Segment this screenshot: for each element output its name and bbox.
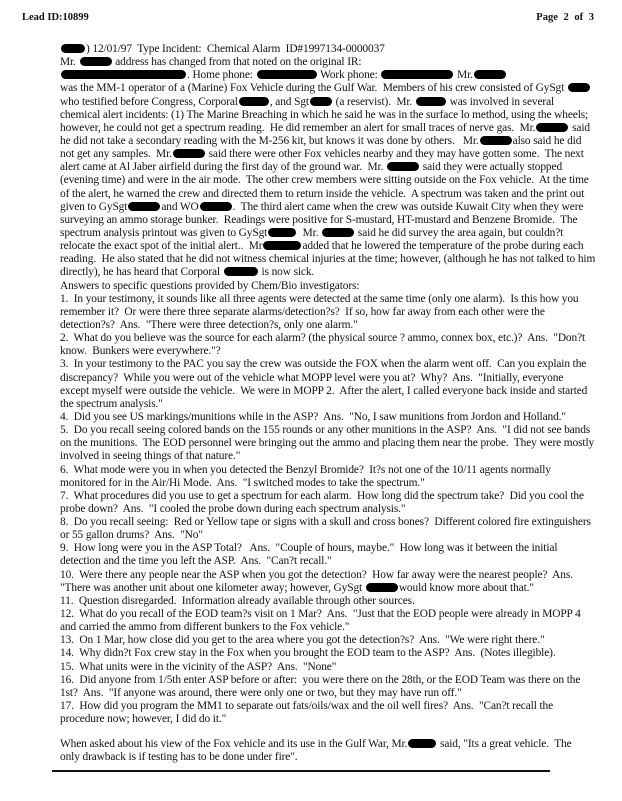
text-line (60, 634, 560, 647)
page-number: Page 2 of 3 (536, 12, 594, 23)
text-line (60, 477, 560, 490)
redaction-mark (200, 202, 232, 211)
redaction-mark (239, 97, 269, 106)
text-segment: and WO (161, 200, 199, 213)
text-segment: 15. What units were in the vicinity of the ASP? Ans. "None" (60, 660, 337, 673)
text-line (60, 213, 578, 227)
text-segment: 9. How long were you in the ASP Total? Ans. "Couple of hours, maybe." How long was it between the initial (60, 542, 558, 555)
redaction-mark (257, 70, 317, 79)
redaction-mark (310, 97, 332, 106)
text-segment: 12. What do you recall of the EOD team?s visit on 1 Mar? Ans. "Just that the EOD people were already in MOPP 4 (60, 608, 581, 621)
redaction-mark (80, 57, 112, 66)
text-segment: only drawback is if testing has to be done under fire". (60, 751, 298, 764)
text-segment: given to GySgt (60, 200, 128, 213)
text-line (60, 464, 560, 477)
redaction-mark (408, 739, 436, 748)
text-line (60, 437, 595, 450)
text-segment: 4. Did you see US markings/munitions while in the ASP? Ans. "No, I saw munitions from Jordon and Holland." (60, 410, 566, 423)
text-line (60, 529, 560, 542)
text-line (60, 82, 567, 95)
text-line (60, 174, 589, 187)
text-line (60, 751, 560, 764)
redaction-mark (536, 123, 568, 132)
text-line (60, 69, 560, 82)
redaction-mark (322, 228, 354, 237)
text-segment: Answers to specific questions provided by Chem/Bio investigators: (60, 279, 360, 292)
text-line (60, 43, 560, 56)
text-segment: probe down? Ans. "I cooled the probe down during each spectrum analysis." (60, 502, 406, 515)
text-line (60, 647, 560, 660)
text-segment: remember it? Or were there three separate alarms/detection?s? If so, how far away from each other were the (60, 305, 545, 318)
lead-id: Lead ID:10899 (22, 12, 89, 23)
text-segment: also said he did (512, 134, 582, 147)
text-segment: monitored for in the Air/Hi Mode. Ans. "I switched modes to take the spectrum." (60, 476, 425, 489)
redaction-mark (173, 149, 205, 158)
text-segment: When asked about his view of the Fox vehicle and its use in the Gulf War, Mr. (60, 738, 408, 750)
text-segment: of the alert, he warned the crew and directed them to return inside the vehicle. A spectrum was taken and the print out (60, 187, 585, 200)
text-line (60, 489, 584, 503)
text-line (60, 582, 560, 595)
text-segment: (evening time) and were in the air mode. The other crew members were sitting outside on the Fox vehicle. At the time (60, 174, 589, 187)
text-segment: directly), he has heard that Corporal (60, 266, 223, 279)
text-line (60, 568, 573, 582)
redaction-mark (381, 70, 453, 79)
text-line (60, 687, 560, 700)
text-line (60, 226, 564, 240)
text-segment: who testified before Congress, Corporal (60, 95, 238, 108)
text-line (60, 56, 560, 69)
text-line (60, 595, 560, 608)
text-segment: 3. In your testimony to the PAC you say the crew was outside the FOX when the alarm went off. Can you explain the (60, 358, 587, 371)
text-line (60, 345, 560, 358)
redaction-mark (224, 267, 258, 276)
text-line (60, 555, 560, 568)
text-segment: he did not take a secondary reading with the M-256 kit, but knows it was done by others. Mr. (60, 134, 479, 147)
text-segment: 16. Did anyone from 1/5th enter ASP before or after: you were there on the 28th, or the EOD Team was there on the (60, 673, 581, 686)
text-line (60, 253, 596, 266)
text-segment: address has changed from that noted on the original IR: (112, 56, 362, 69)
text-line (60, 358, 587, 371)
text-line (60, 306, 560, 319)
text-segment: 17. How did you program the MM1 to separate out fats/oils/wax and the oil well fires? Ans. "Can?t recall the (60, 700, 554, 713)
text-segment: or 55 gallon drums? Ans. "No" (60, 529, 203, 542)
text-segment: said he did survey the area again, but couldn?t (355, 226, 564, 239)
redaction-mark (568, 83, 590, 92)
text-segment: was the MM-1 operator of a (Marine) Fox Vehicle during the Gulf War. Members of his crew consisted of GySgt (60, 82, 567, 95)
text-segment: not get any samples. Mr. (60, 148, 172, 161)
text-line (60, 121, 590, 135)
text-segment: 11. Question disregarded. Information already available through other sources. (60, 594, 415, 607)
text-segment: detection and the time you left the ASP. Ans. "Can?t recall." (60, 555, 332, 568)
redaction-mark (474, 70, 506, 79)
text-segment: involved in seeing things of that nature." (60, 450, 241, 463)
text-segment: . Home phone: (187, 69, 256, 82)
text-segment: discrepancy? While you were out of the vehicle what MOPP level were you at? Why? Ans. "Initially, everyone (60, 371, 564, 384)
text-segment: 2. What do you believe was the source for each alarm? (the physical source ? ammo, connex box, etc.)? Ans. "Don?t (60, 332, 586, 345)
text-segment: would know more about that." (398, 581, 534, 594)
text-segment: and carried the ammo from different bunkers to the Fox vehicle." (60, 621, 350, 634)
text-segment: the spectrum analysis." (60, 397, 163, 410)
interview-body (60, 43, 596, 726)
redaction-mark (61, 44, 85, 53)
text-segment: Mr. (454, 69, 473, 82)
text-segment: Work phone: (317, 69, 381, 82)
redaction-mark (416, 97, 446, 106)
redaction-mark (263, 241, 301, 250)
text-segment: said they were actually stopped (420, 161, 563, 174)
text-segment: reading. He also stated that he did not witness chemical injuries at the time; however, (although he has not talked to him (60, 253, 596, 266)
text-line (60, 503, 560, 516)
text-line (60, 424, 591, 437)
redaction-mark (128, 202, 160, 211)
text-segment: said, "Its a great vehicle. The (437, 738, 572, 750)
bottom-rule (52, 770, 550, 772)
closing-paragraph (60, 738, 572, 764)
text-segment: was involved in several (446, 95, 555, 108)
text-line (60, 621, 560, 634)
text-segment: Mr. (297, 226, 322, 239)
text-segment: ) 12/01/97 Type Incident: Chemical Alarm ID#1997134-0000037 (86, 43, 385, 55)
text-segment: added that he lowered the temperature of the probe during each (302, 240, 584, 253)
text-line (60, 713, 560, 726)
text-line (60, 292, 579, 306)
text-line (60, 673, 581, 687)
text-line (60, 332, 586, 345)
text-segment: alert came at Al Jaber airfield during the first day of the ground war. Mr. (60, 161, 387, 174)
text-line (60, 371, 564, 385)
text-line (60, 187, 585, 201)
text-line (60, 738, 572, 751)
redaction-mark (61, 70, 186, 79)
text-line (60, 266, 560, 279)
text-segment: 14. Why didn?t Fox crew stay in the Fox when you brought the EOD team to the ASP? Ans. (Notes illegible). (60, 647, 556, 660)
text-segment: spectrum analysis printout was given to GySgt (60, 226, 268, 239)
text-line (60, 280, 560, 293)
text-line (60, 384, 588, 398)
text-line (60, 200, 584, 214)
text-line (60, 148, 584, 161)
text-line (60, 608, 581, 621)
text-line (60, 661, 560, 674)
text-line (60, 134, 582, 148)
text-segment: 1st? Ans. "If anyone was around, there were only one or two, but they may have run off." (60, 686, 462, 699)
text-segment: except myself were outside the vehicle. We were in MOPP 2. After the alert, I called everyone back inside and started (60, 384, 588, 397)
text-segment: procedure now; however, I did do it." (60, 713, 227, 726)
text-segment: on the munitions. The EOD personnel were bringing out the ammo and placing them near the probe. They were mostly (60, 437, 595, 450)
text-segment: , and Sgt (269, 95, 309, 108)
redaction-mark (387, 162, 419, 171)
text-line (60, 108, 589, 122)
text-line (60, 319, 560, 332)
text-segment: surveying an ammo storage bunker. Readings were positive for S-mustard, HT-mustard and Benzene Bromide. The (60, 213, 578, 226)
text-segment: (a reservist). Mr. (332, 95, 415, 108)
text-segment: however, he could not get a spectrum reading. He did remember an alert for small traces of nerve gas. Mr. (60, 121, 536, 134)
text-segment: said there were other Fox vehicles nearby and they may have gotten some. The next (205, 148, 584, 161)
text-segment: chemical alert incidents: (1) The Marine Breaching in which he said he was in the surface lo method, using the wheels; (60, 108, 589, 121)
text-line (60, 410, 566, 424)
text-line (60, 96, 560, 109)
text-segment: 8. Do you recall seeing: Red or Yellow tape or signs with a skull and cross bones? Different colored fire extinguishers (60, 516, 591, 529)
redaction-mark (268, 228, 296, 237)
text-segment: 7. What procedures did you use to get a spectrum for each alarm. How long did the spectrum take? Did you cool the (60, 489, 584, 502)
text-segment: know. Bunkers were everywhere."? (60, 345, 221, 358)
text-line (60, 240, 584, 253)
text-segment: is now sick. (258, 266, 315, 279)
text-segment: 5. Do you recall seeing colored bands on the 155 rounds or any other munitions in the ASP? Ans. "I did not see bands (60, 424, 591, 437)
text-segment: relocate the exact spot of the initial alert.. Mr (60, 240, 263, 253)
text-segment: 10. Were there any people near the ASP when you got the detection? How far away were the nearest people? Ans. (60, 568, 573, 581)
text-segment: detection?s? Ans. "There were three detection?s, only one alarm." (60, 318, 358, 331)
text-line (60, 542, 560, 555)
text-line (60, 161, 563, 174)
text-segment: 13. On 1 Mar, how close did you get to the area where you got the detection?s? Ans. "We were right there." (60, 634, 545, 647)
text-segment: Mr. (60, 56, 79, 69)
text-segment: "There was another unit about one kilometer away; however, GySgt (60, 581, 365, 594)
text-line (60, 398, 560, 411)
redaction-mark (366, 583, 398, 592)
text-line (60, 516, 591, 529)
text-segment: said (569, 121, 590, 134)
text-segment: 6. What mode were you in when you detected the Benzyl Bromide? It?s not one of the 10/11 agents normally (60, 463, 551, 476)
text-segment: . The third alert came when the crew was outside Kuwait City when they were (232, 200, 584, 213)
text-line (60, 700, 560, 713)
redaction-mark (480, 136, 512, 145)
text-line (60, 450, 560, 463)
text-segment: 1. In your testimony, it sounds like all three agents were detected at the same time (only one alarm). Is this how you (60, 292, 579, 305)
